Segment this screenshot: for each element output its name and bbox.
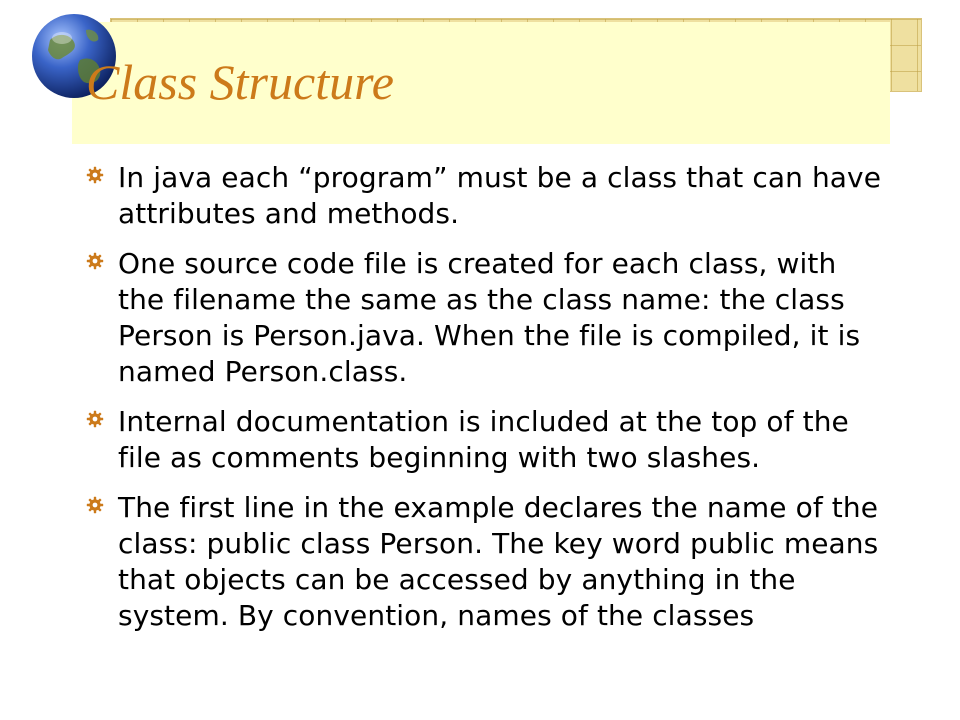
list-item (86, 490, 886, 634)
gear-bullet-icon (86, 410, 104, 428)
list-item (86, 404, 886, 476)
bullet-text: In java each “program” must be a class that can have attributes and methods. (118, 161, 882, 230)
bullet-text: Internal documentation is included at the top of the file as comments beginning with two slashes. (118, 405, 849, 474)
gear-bullet-icon (86, 166, 104, 184)
list-item (86, 246, 886, 390)
bullet-list (86, 160, 886, 648)
gear-bullet-icon (86, 496, 104, 514)
gear-bullet-icon (86, 252, 104, 270)
list-item (86, 160, 886, 232)
bullet-text: One source code file is created for each class, with the filename the same as the class name: the class Person is Person.java. When the file is compiled, it is named Person.class. (118, 247, 861, 388)
slide-title: Class Structure (86, 54, 394, 110)
bullet-text: The first line in the example declares the name of the class: public class Person. The key word public means that objects can be accessed by anything in the system. By convention, names of the classes (118, 491, 879, 632)
